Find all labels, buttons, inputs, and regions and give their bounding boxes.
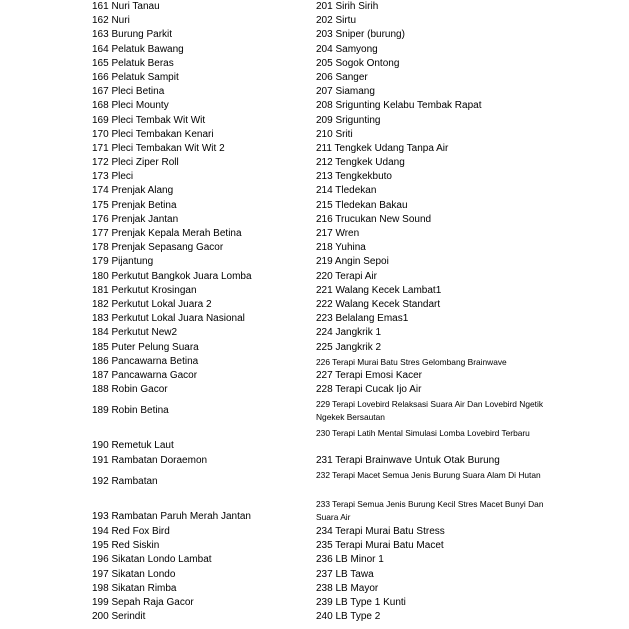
list-item: 207 Siamang [316,86,375,98]
list-item: 224 Jangkrik 1 [316,327,382,339]
list-item: 227 Terapi Emosi Kacer [316,369,422,381]
list-item: 194 Red Fox Bird [92,526,170,537]
list-item: 162 Nuri [92,15,130,27]
list-item: 175 Prenjak Betina [92,199,177,211]
list-item: 167 Pleci Betina [92,86,165,98]
list-item-label: 193 Rambatan Paruh Merah Jantan [92,510,251,522]
list-item: 197 Sikatan Londo [92,568,176,580]
list-item [92,426,304,454]
list-item: 226 Terapi Murai Batu Stres Gelombang Brainwave [316,356,507,367]
list-item: 204 Samyong [316,43,378,55]
list-item: 179 Pijantung [92,256,154,268]
list-item: 199 Sepah Raja Gacor [92,596,194,608]
list-item: 172 Pleci Ziper Roll [92,157,179,169]
list-item: 218 Yuhina [316,242,366,254]
list-item: 237 LB Tawa [316,568,374,580]
list-item: 212 Tengkek Udang [316,157,405,169]
list-item: 217 Wren [316,228,360,239]
list-item: 238 LB Mayor [316,582,379,594]
list-item: 223 Belalang Emas1 [316,313,409,325]
list-item: 181 Perkutut Krosingan [92,284,197,296]
list-item: 229 Terapi Lovebird Relaksasi Suara Air Dan Lovebird Ngetik Ngekek Bersautan [316,399,544,423]
list-item [92,468,304,496]
list-item: 168 Pleci Mounty [92,100,169,112]
list-item-label: 190 Remetuk Laut [92,439,174,451]
list-item: 236 LB Minor 1 [316,554,384,566]
list-item: 231 Terapi Brainwave Untuk Otak Burung [316,455,500,467]
list-item: 186 Pancawarna Betina [92,355,199,367]
list-item: 177 Prenjak Kepala Merah Betina [92,228,242,239]
list-item: 234 Terapi Murai Batu Stress [316,526,445,537]
list-item: 176 Prenjak Jantan [92,213,179,225]
list-item: 183 Perkutut Lokal Juara Nasional [92,313,245,325]
list-item: 178 Prenjak Sepasang Gacor [92,242,224,254]
list-item: 202 Sirtu [316,15,357,27]
list-item: 221 Walang Kecek Lambat1 [316,284,442,296]
list-item: 187 Pancawarna Gacor [92,369,198,381]
list-item: 200 Serindit [92,611,146,623]
list-item: 170 Pleci Tembakan Kenari [92,128,214,140]
list-item: 188 Robin Gacor [92,384,168,396]
list-item: 211 Tengkek Udang Tanpa Air [316,142,449,154]
list-item: 198 Sikatan Rimba [92,582,177,594]
list-item: 163 Burung Parkit [92,29,173,41]
list-item: 174 Prenjak Alang [92,185,174,197]
list-item: 230 Terapi Latih Mental Simulasi Lomba Lovebird Terbaru [316,427,530,438]
list-item: 161 Nuri Tanau [92,1,160,12]
list-item: 222 Walang Kecek Standart [316,298,441,310]
list-item: 196 Sikatan Londo Lambat [92,554,212,566]
list-item: 215 Tledekan Bakau [316,199,408,211]
list-item: 220 Terapi Air [316,270,377,282]
list-item-label: 192 Rambatan [92,476,158,488]
list-item: 173 Pleci [92,171,134,183]
list-item: 205 Sogok Ontong [316,57,400,69]
list-item: 239 LB Type 1 Kunti [316,596,406,608]
list-item: 233 Terapi Semua Jenis Burung Kecil Stres Macet Bunyi Dan Suara Air [316,498,544,522]
list-item: 164 Pelatuk Bawang [92,43,184,55]
list-item: 240 LB Type 2 [316,611,381,623]
list-item: 171 Pleci Tembakan Wit Wit 2 [92,142,225,154]
list-item: 213 Tengkekbuto [316,171,392,183]
list-item: 184 Perkutut New2 [92,327,178,339]
list-item: 203 Sniper (burung) [316,29,405,41]
list-item: 195 Red Siskin [92,540,160,552]
right-column [316,0,566,624]
list-item: 169 Pleci Tembak Wit Wit [92,114,206,126]
list-item: 208 Srigunting Kelabu Tembak Rapat [316,100,482,112]
list-item: 206 Sanger [316,71,368,83]
list-item: 225 Jangkrik 2 [316,341,382,353]
list-item: 209 Srigunting [316,114,381,126]
list-item [92,497,304,525]
list-item: 216 Trucukan New Sound [316,213,432,225]
list-item: 182 Perkutut Lokal Juara 2 [92,298,212,310]
list-item: 201 Sirih Sirih [316,1,379,12]
list-item: 228 Terapi Cucak Ijo Air [316,384,422,396]
list-item: 185 Puter Pelung Suara [92,341,199,353]
list-item: 165 Pelatuk Beras [92,57,174,69]
list-item: 235 Terapi Murai Batu Macet [316,540,444,552]
list-item: 210 Sriti [316,128,353,140]
list-item: 191 Rambatan Doraemon [92,455,208,467]
left-column [92,0,304,624]
list-item [92,397,304,425]
list-item-label: 189 Robin Betina [92,405,169,417]
list-item: 219 Angin Sepoi [316,256,389,268]
list-item: 180 Perkutut Bangkok Juara Lomba [92,270,252,282]
list-item: 232 Terapi Macet Semua Jenis Burung Suara Alam Di Hutan [316,470,541,481]
list-item: 166 Pelatuk Sampit [92,71,179,83]
list-item: 214 Tledekan [316,185,377,197]
